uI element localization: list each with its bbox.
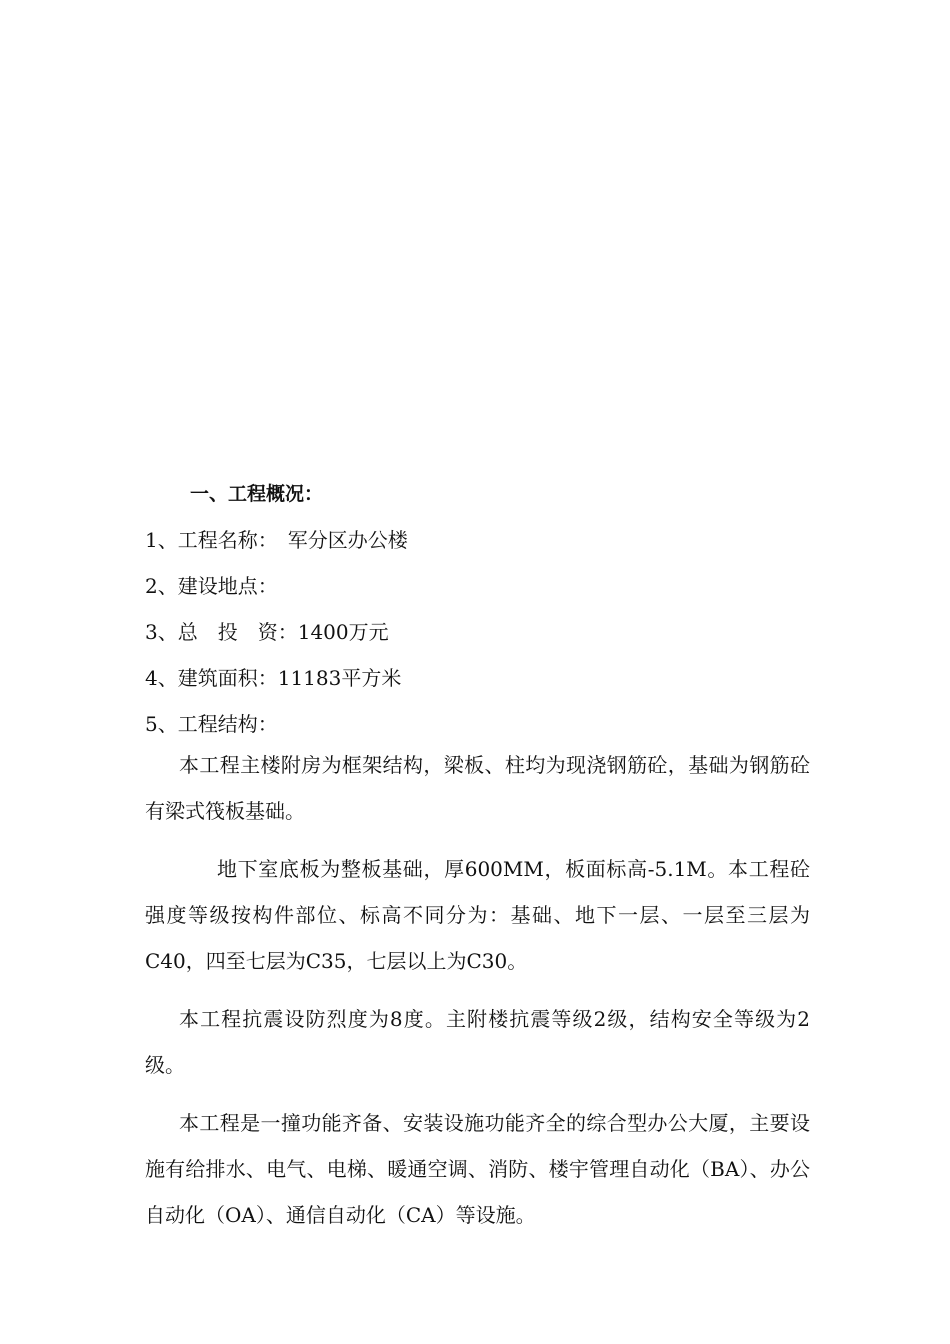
item-building-area: 4、建筑面积：11183平方米: [145, 666, 402, 690]
document-body: [145, 478, 810, 1238]
section-title: 一、工程概况：: [190, 483, 324, 505]
paragraph-facilities: 本工程是一撞功能齐备、安装设施功能齐全的综合型办公大厦，主要设施有给排水、电气、电梯、暖通空调、消防、楼宇管理自动化（BA）、办公自动化（OA）、通信自动化（CA）等设施。: [145, 1111, 810, 1227]
paragraph-seismic: 本工程抗震设防烈度为8度。主附楼抗震等级2级，结构安全等级为2级。: [145, 1007, 810, 1077]
item-investment: 3、总 投 资：1400万元: [145, 620, 389, 644]
item-structure: 5、工程结构：: [145, 712, 278, 736]
paragraph-foundation: 地下室底板为整板基础，厚600MM，板面标高-5.1M。本工程砼强度等级按构件部位、标高不同分为：基础、地下一层、一层至三层为C40，四至七层为C35，七层以上为C30。: [145, 857, 810, 973]
paragraph-structure-type: 本工程主楼附房为框架结构，梁板、柱均为现浇钢筋砼，基础为钢筋砼有梁式筏板基础。: [145, 753, 810, 823]
item-location: 2、建设地点：: [145, 574, 278, 598]
item-project-name: 1、工程名称： 军分区办公楼: [145, 528, 408, 552]
